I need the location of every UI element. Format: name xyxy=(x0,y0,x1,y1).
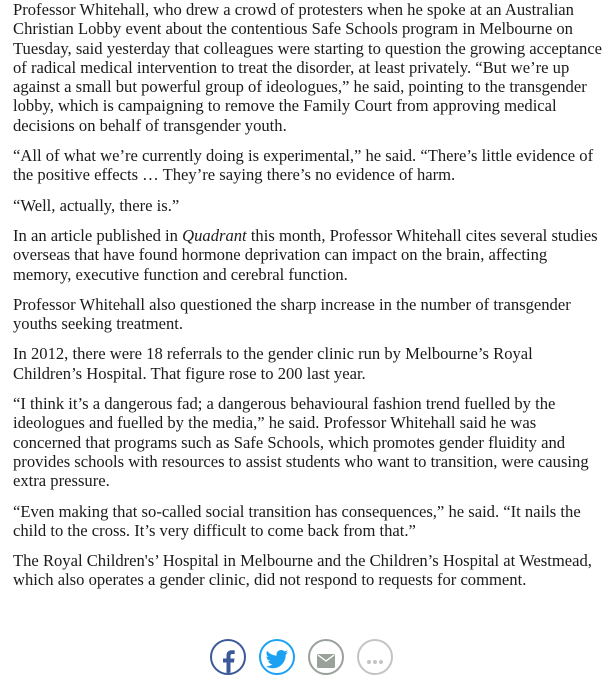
email-share-button[interactable] xyxy=(308,639,344,675)
email-icon xyxy=(315,648,337,670)
article-paragraph: “Even making that so-called social transition has consequences,” he said. “It nails the child to the cross. It’s very difficult to come back from that.” xyxy=(13,501,581,540)
article-paragraph: Professor Whitehall, who drew a crowd of protesters when he spoke at an Australian Christian Lobby event about the contentious Safe Schools program in Melbourne on Tuesday, said yesterday that colleagues were starting to question the growing acceptance of radical medical intervention to treat the disorder, at least privately. “But we’re up against a small but powerful group of ideologues,” he said, pointing to the transgender lobby, which is campaigning to remove the Family Court from approving medical decisions on behalf of transgender youth. xyxy=(13,0,603,135)
paragraph-text: In an article published in xyxy=(13,225,183,245)
article-paragraph: The Royal Children's’ Hospital in Melbourne and the Children’s Hospital at Westmead, which also operates a gender clinic, did not respond to requests for comment. xyxy=(13,551,592,590)
article-body xyxy=(13,0,605,601)
paragraph-text: this month, Professor Whitehall cites several studies overseas that have found hormone deprivation can impact on the brain, affecting memory, executive function and cerebral function. xyxy=(13,225,598,284)
publication-name: Quadrant xyxy=(182,225,247,245)
more-icon xyxy=(364,648,386,670)
more-share-button[interactable] xyxy=(357,639,393,675)
article-paragraph: In 2012, there were 18 referrals to the gender clinic run by Melbourne’s Royal Children’s Hospital. That figure rose to 200 last year. xyxy=(13,344,533,383)
facebook-icon xyxy=(219,648,237,674)
article-paragraph-quadrant xyxy=(13,226,605,284)
twitter-icon xyxy=(265,648,289,670)
share-bar xyxy=(210,639,410,679)
article-paragraph: “All of what we’re currently doing is experimental,” he said. “There’s little evidence of the positive effects … They’re saying there’s no evidence of harm. xyxy=(13,146,594,185)
article-paragraph: Professor Whitehall also questioned the sharp increase in the number of transgender youths seeking treatment. xyxy=(13,294,571,334)
article-paragraph: “Well, actually, there is.” xyxy=(13,195,180,215)
article-paragraph: “I think it’s a dangerous fad; a dangerous behavioural fashion trend fuelled by the ideologues and fuelled by the media,” he said. Professor Whitehall said he was concerned that programs such as Safe Schools, which promotes gender fluidity and provides schools with resources to assist students who want to transition, were causing extra pressure. xyxy=(13,394,589,491)
facebook-share-button[interactable] xyxy=(210,639,246,675)
twitter-share-button[interactable] xyxy=(259,639,295,675)
